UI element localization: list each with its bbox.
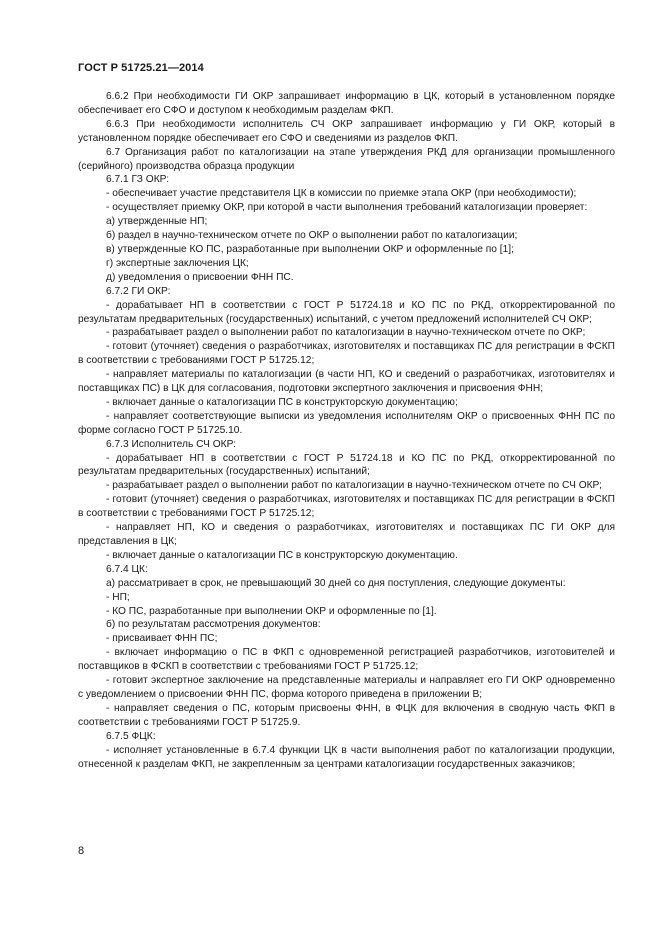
list-item: - исполняет установленные в 6.7.4 функции ЦК в части выполнения работ по каталогизации продукции, отнесенной к разделам ФКП, не закрепленным за центрами каталогизации государственных заказчиков; bbox=[78, 744, 615, 770]
list-item: а) рассматривает в срок, не превышающий 30 дней со дня поступления, следующие документы: bbox=[106, 577, 566, 589]
list-item: - разрабатывает раздел о выполнении работ по каталогизации в научно-техническом отчете по ОКР; bbox=[106, 327, 586, 339]
list-item: - НП; bbox=[106, 591, 130, 603]
list-item: б) по результатам рассмотрения документов: bbox=[106, 619, 321, 631]
paragraph: 6.6.2 При необходимости ГИ ОКР запрашивает информацию в ЦК, который в установленном порядке обеспечивает его СФО и доступом к необходимым разделам ФКП. bbox=[78, 91, 615, 116]
list-item: - осуществляет приемку ОКР, при которой в части выполнения требований каталогизации проверяет: bbox=[106, 202, 588, 214]
document-body bbox=[78, 90, 615, 771]
list-item: - разрабатывает раздел о выполнении работ по каталогизации в научно-техническом отчете по СЧ ОКР; bbox=[106, 480, 602, 492]
subsection-heading: 6.7.2 ГИ ОКР: bbox=[106, 285, 171, 297]
list-item: - направляет соответствующие выписки из уведомления исполнителям ОКР о присвоенных ФНН ПС по форме согласно ГОСТ Р 51725.10. bbox=[78, 410, 615, 436]
list-item: д) уведомления о присвоении ФНН ПС. bbox=[106, 271, 294, 283]
list-item: а) утвержденные НП; bbox=[106, 216, 208, 228]
list-item: в) утвержденные КО ПС, разработанные при выполнении ОКР и оформленные по [1]; bbox=[106, 243, 514, 255]
list-item: - присваивает ФНН ПС; bbox=[106, 633, 218, 645]
subsection-heading: 6.7.1 ГЗ ОКР: bbox=[106, 174, 170, 186]
list-item: - КО ПС, разработанные при выполнении ОКР и оформленные по [1]. bbox=[106, 605, 437, 617]
list-item: - включает данные о каталогизации ПС в конструкторскую документацию. bbox=[106, 549, 458, 561]
list-item: - готовит (уточняет) сведения о разработчиках, изготовителях и поставщиках ПС для регистрации в ФСКП в соответствии с требованиями ГОСТ Р 51725.12; bbox=[78, 341, 615, 367]
page-number: 8 bbox=[78, 845, 85, 857]
list-item: - включает информацию о ПС в ФКП с одновременной регистрацией разработчиков, изготовителей и поставщиков в ФСКП в соответствии с требованиями ГОСТ Р 51725.12; bbox=[78, 647, 615, 673]
list-item: б) раздел в научно-техническом отчете по ОКР о выполнении работ по каталогизации; bbox=[106, 230, 518, 242]
subsection-heading: 6.7.5 ФЦК: bbox=[106, 730, 156, 742]
list-item: - направляет НП, КО и сведения о разработчиках, изготовителях и поставщиках ПС ГИ ОКР для представления в ЦК; bbox=[78, 522, 615, 547]
paragraph: 6.6.3 При необходимости исполнитель СЧ ОКР запрашивает информацию у ГИ ОКР, который в установленном порядке обеспечивает его СФО и сведениями из разделов ФКП. bbox=[78, 118, 615, 144]
list-item: - готовит экспертное заключение на представленные материалы и направляет его ГИ ОКР одновременно с уведомлением о присвоении ФНН ПС, форма которого приведена в приложении В; bbox=[78, 675, 615, 700]
list-item: - готовит (уточняет) сведения о разработчиках, изготовителях и поставщиках ПС для регистрации в ФСКП в соответствии с требованиями ГОСТ Р 51725.12; bbox=[78, 494, 615, 520]
section-heading: 6.7 Организация работ по каталогизации на этапе утверждения РКД для организации промышленного (серийного) производства образца продукции bbox=[78, 146, 615, 172]
subsection-heading: 6.7.4 ЦК: bbox=[106, 563, 148, 575]
subsection-heading: 6.7.3 Исполнитель СЧ ОКР: bbox=[106, 438, 236, 450]
list-item: г) экспертные заключения ЦК; bbox=[106, 257, 249, 269]
document-header: ГОСТ Р 51725.21—2014 bbox=[78, 62, 204, 74]
list-item: - дорабатывает НП в соответствии с ГОСТ Р 51724.18 и КО ПС по РКД, откорректированной по результатам предварительных (государственных) испытаний, с учетом предложений исполнителей СЧ ОКР; bbox=[78, 299, 615, 325]
list-item: - включает данные о каталогизации ПС в конструкторскую документацию; bbox=[106, 396, 458, 408]
list-item: - обеспечивает участие представителя ЦК в комиссии по приемке этапа ОКР (при необходимости); bbox=[106, 188, 577, 200]
list-item: - направляет материалы по каталогизации (в части НП, КО и сведений о разработчиках, изготовителях и поставщиках ПС) в ЦК для согласования, подготовки экспертного заключения и присвоения ФНН; bbox=[78, 369, 615, 395]
list-item: - дорабатывает НП в соответствии с ГОСТ Р 51724.18 и КО ПС по РКД, откорректированной по результатам предварительных (государственных) испытаний; bbox=[78, 452, 615, 478]
list-item: - направляет сведения о ПС, которым присвоены ФНН, в ФЦК для включения в сводную часть ФКП в соответствии с требованиями ГОСТ Р 51725.9. bbox=[78, 702, 615, 728]
